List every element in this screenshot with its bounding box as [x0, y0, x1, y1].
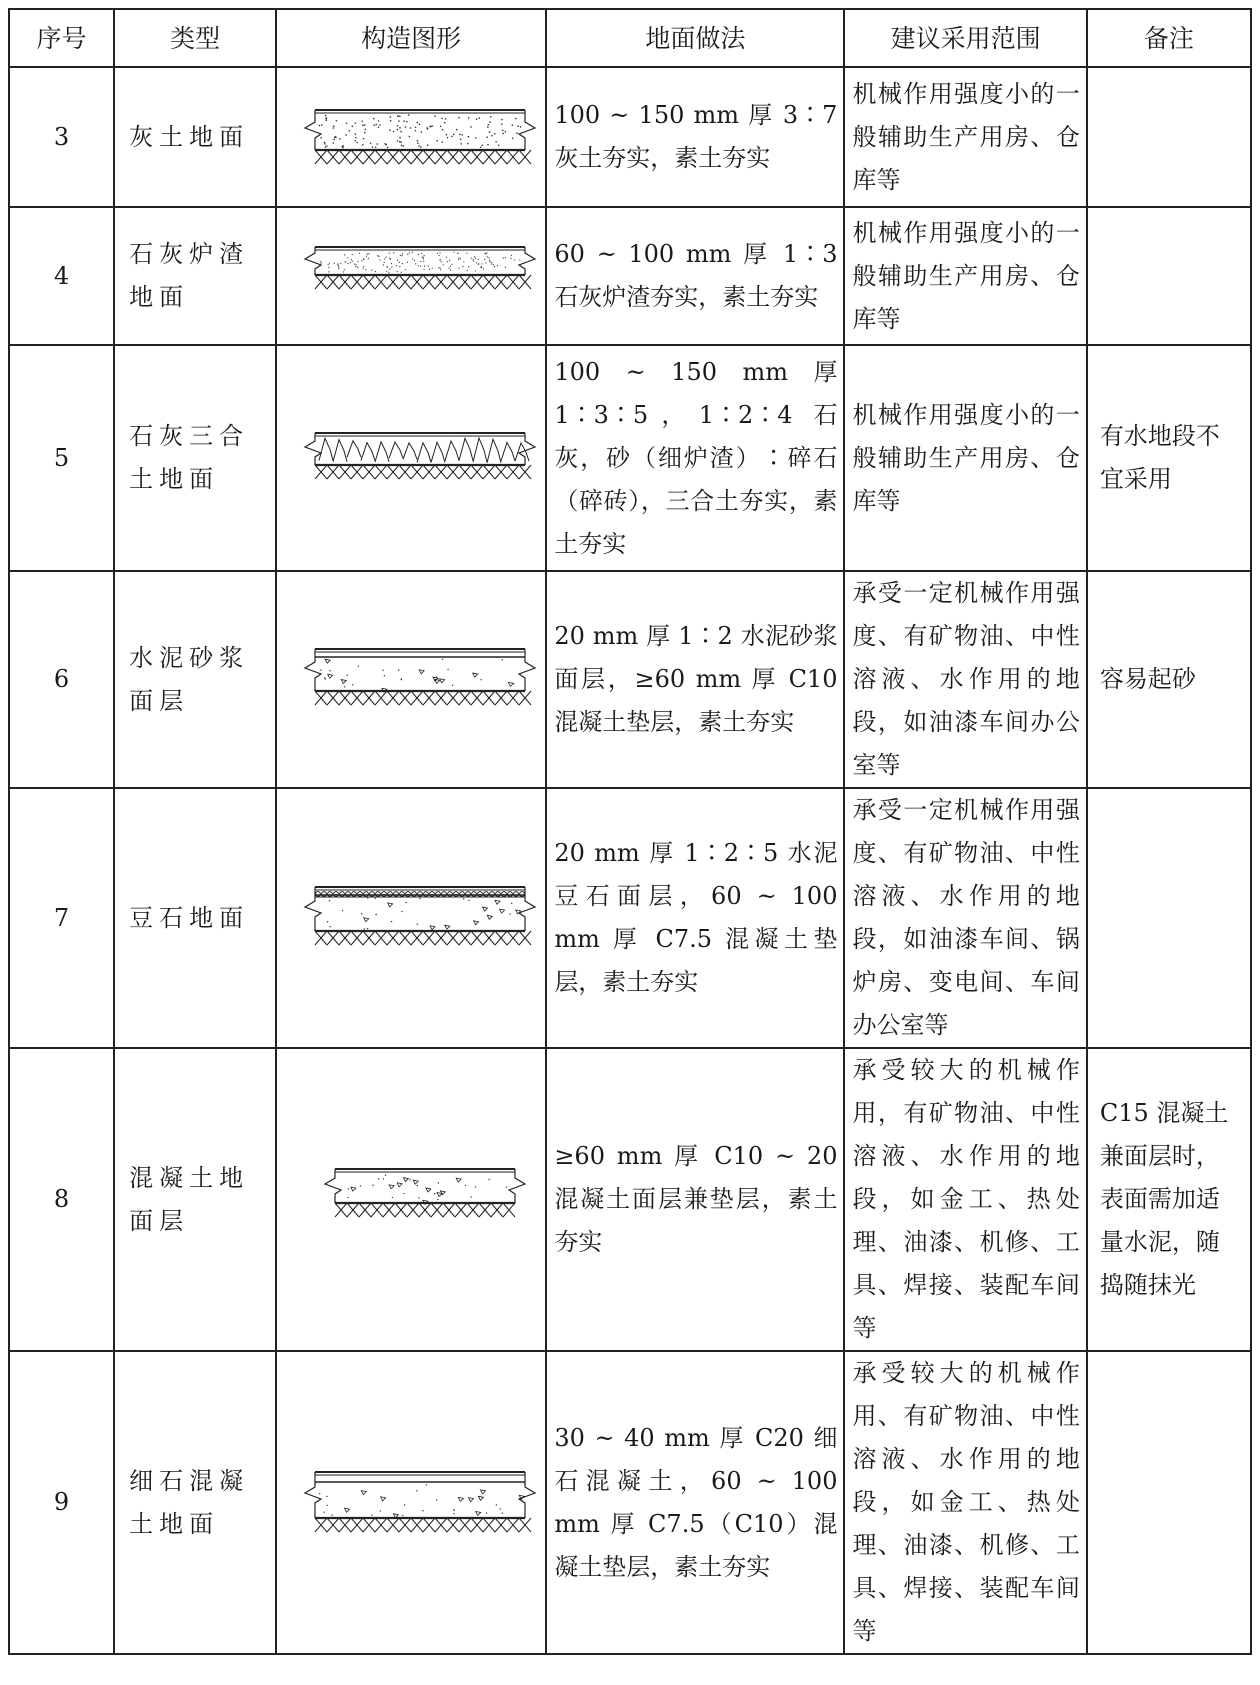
row-no: 6 — [9, 571, 114, 788]
row-note — [1087, 67, 1251, 207]
cross-section-drawing — [285, 92, 537, 182]
row-scope: 承受较大的机械作用、有矿物油、中性溶液、水作用的地段，如金工、热处理、油漆、机修、工具、焊接、装配车间等 — [844, 1351, 1086, 1654]
construction-figure — [276, 345, 546, 571]
cross-section-drawing — [285, 873, 537, 963]
row-note — [1087, 788, 1251, 1048]
construction-figure — [276, 1048, 546, 1351]
row-type: 细石混凝土地面 — [114, 1351, 276, 1654]
construction-figure — [276, 1351, 546, 1654]
row-scope: 承受较大的机械作用，有矿物油、中性溶液、水作用的地段，如金工、热处理、油漆、机修、工具、焊接、装配车间等 — [844, 1048, 1086, 1351]
row-method: ≥60 mm 厚 C10 ~ 20 混凝土面层兼垫层，素土夯实 — [546, 1048, 844, 1351]
row-type: 石灰三合土地面 — [114, 345, 276, 571]
header-no: 序号 — [9, 9, 114, 67]
row-scope: 机械作用强度小的一般辅助生产用房、仓库等 — [844, 345, 1086, 571]
cross-section-drawing — [285, 413, 537, 503]
row-no: 7 — [9, 788, 114, 1048]
cross-section-drawing — [285, 1458, 537, 1548]
construction-figure — [276, 207, 546, 345]
row-no: 8 — [9, 1048, 114, 1351]
table-row — [9, 571, 1251, 788]
row-method: 20 mm 厚 1∶2∶5 水泥豆石面层，60 ~ 100 mm 厚 C7.5 混凝土垫层，素土夯实 — [546, 788, 844, 1048]
table-row — [9, 1351, 1251, 1654]
header-note: 备注 — [1087, 9, 1251, 67]
row-method: 30 ~ 40 mm 厚 C20 细石混凝土，60 ~ 100 mm 厚 C7.5（C10）混凝土垫层，素土夯实 — [546, 1351, 844, 1654]
construction-figure — [276, 571, 546, 788]
header-figure: 构造图形 — [276, 9, 546, 67]
row-no: 9 — [9, 1351, 114, 1654]
table-row — [9, 67, 1251, 207]
row-scope: 承受一定机械作用强度、有矿物油、中性溶液、水作用的地段，如油漆车间、锅炉房、变电间、车间办公室等 — [844, 788, 1086, 1048]
row-type: 豆石地面 — [114, 788, 276, 1048]
row-scope: 机械作用强度小的一般辅助生产用房、仓库等 — [844, 67, 1086, 207]
cross-section-drawing — [285, 1155, 537, 1245]
row-type: 石灰炉渣地面 — [114, 207, 276, 345]
row-type: 灰土地面 — [114, 67, 276, 207]
header-method: 地面做法 — [546, 9, 844, 67]
row-note: 容易起砂 — [1087, 571, 1251, 788]
construction-figure — [276, 67, 546, 207]
row-no: 5 — [9, 345, 114, 571]
row-scope: 机械作用强度小的一般辅助生产用房、仓库等 — [844, 207, 1086, 345]
row-note — [1087, 1351, 1251, 1654]
row-method: 20 mm 厚 1∶2 水泥砂浆面层，≥60 mm 厚 C10 混凝土垫层，素土夯实 — [546, 571, 844, 788]
row-note — [1087, 207, 1251, 345]
table-row — [9, 207, 1251, 345]
header-type: 类型 — [114, 9, 276, 67]
row-method: 100 ~ 150 mm 厚 3∶7 灰土夯实，素土夯实 — [546, 67, 844, 207]
row-scope: 承受一定机械作用强度、有矿物油、中性溶液、水作用的地段，如油漆车间办公室等 — [844, 571, 1086, 788]
row-type: 混凝土地面层 — [114, 1048, 276, 1351]
row-no: 4 — [9, 207, 114, 345]
table-row — [9, 1048, 1251, 1351]
floor-construction-table — [8, 8, 1252, 1655]
cross-section-drawing — [285, 635, 537, 725]
table-row — [9, 788, 1251, 1048]
row-type: 水泥砂浆面层 — [114, 571, 276, 788]
row-note: C15 混凝土兼面层时，表面需加适量水泥，随捣随抹光 — [1087, 1048, 1251, 1351]
header-scope: 建议采用范围 — [844, 9, 1086, 67]
row-method: 60 ~ 100 mm 厚 1∶3 石灰炉渣夯实，素土夯实 — [546, 207, 844, 345]
table-row — [9, 345, 1251, 571]
construction-figure — [276, 788, 546, 1048]
header-row — [9, 9, 1251, 67]
row-no: 3 — [9, 67, 114, 207]
row-method: 100 ~ 150 mm 厚 1∶3∶5，1∶2∶4 石灰，砂（细炉渣）∶碎石（碎砖），三合土夯实，素土夯实 — [546, 345, 844, 571]
cross-section-drawing — [285, 231, 537, 321]
row-note: 有水地段不宜采用 — [1087, 345, 1251, 571]
